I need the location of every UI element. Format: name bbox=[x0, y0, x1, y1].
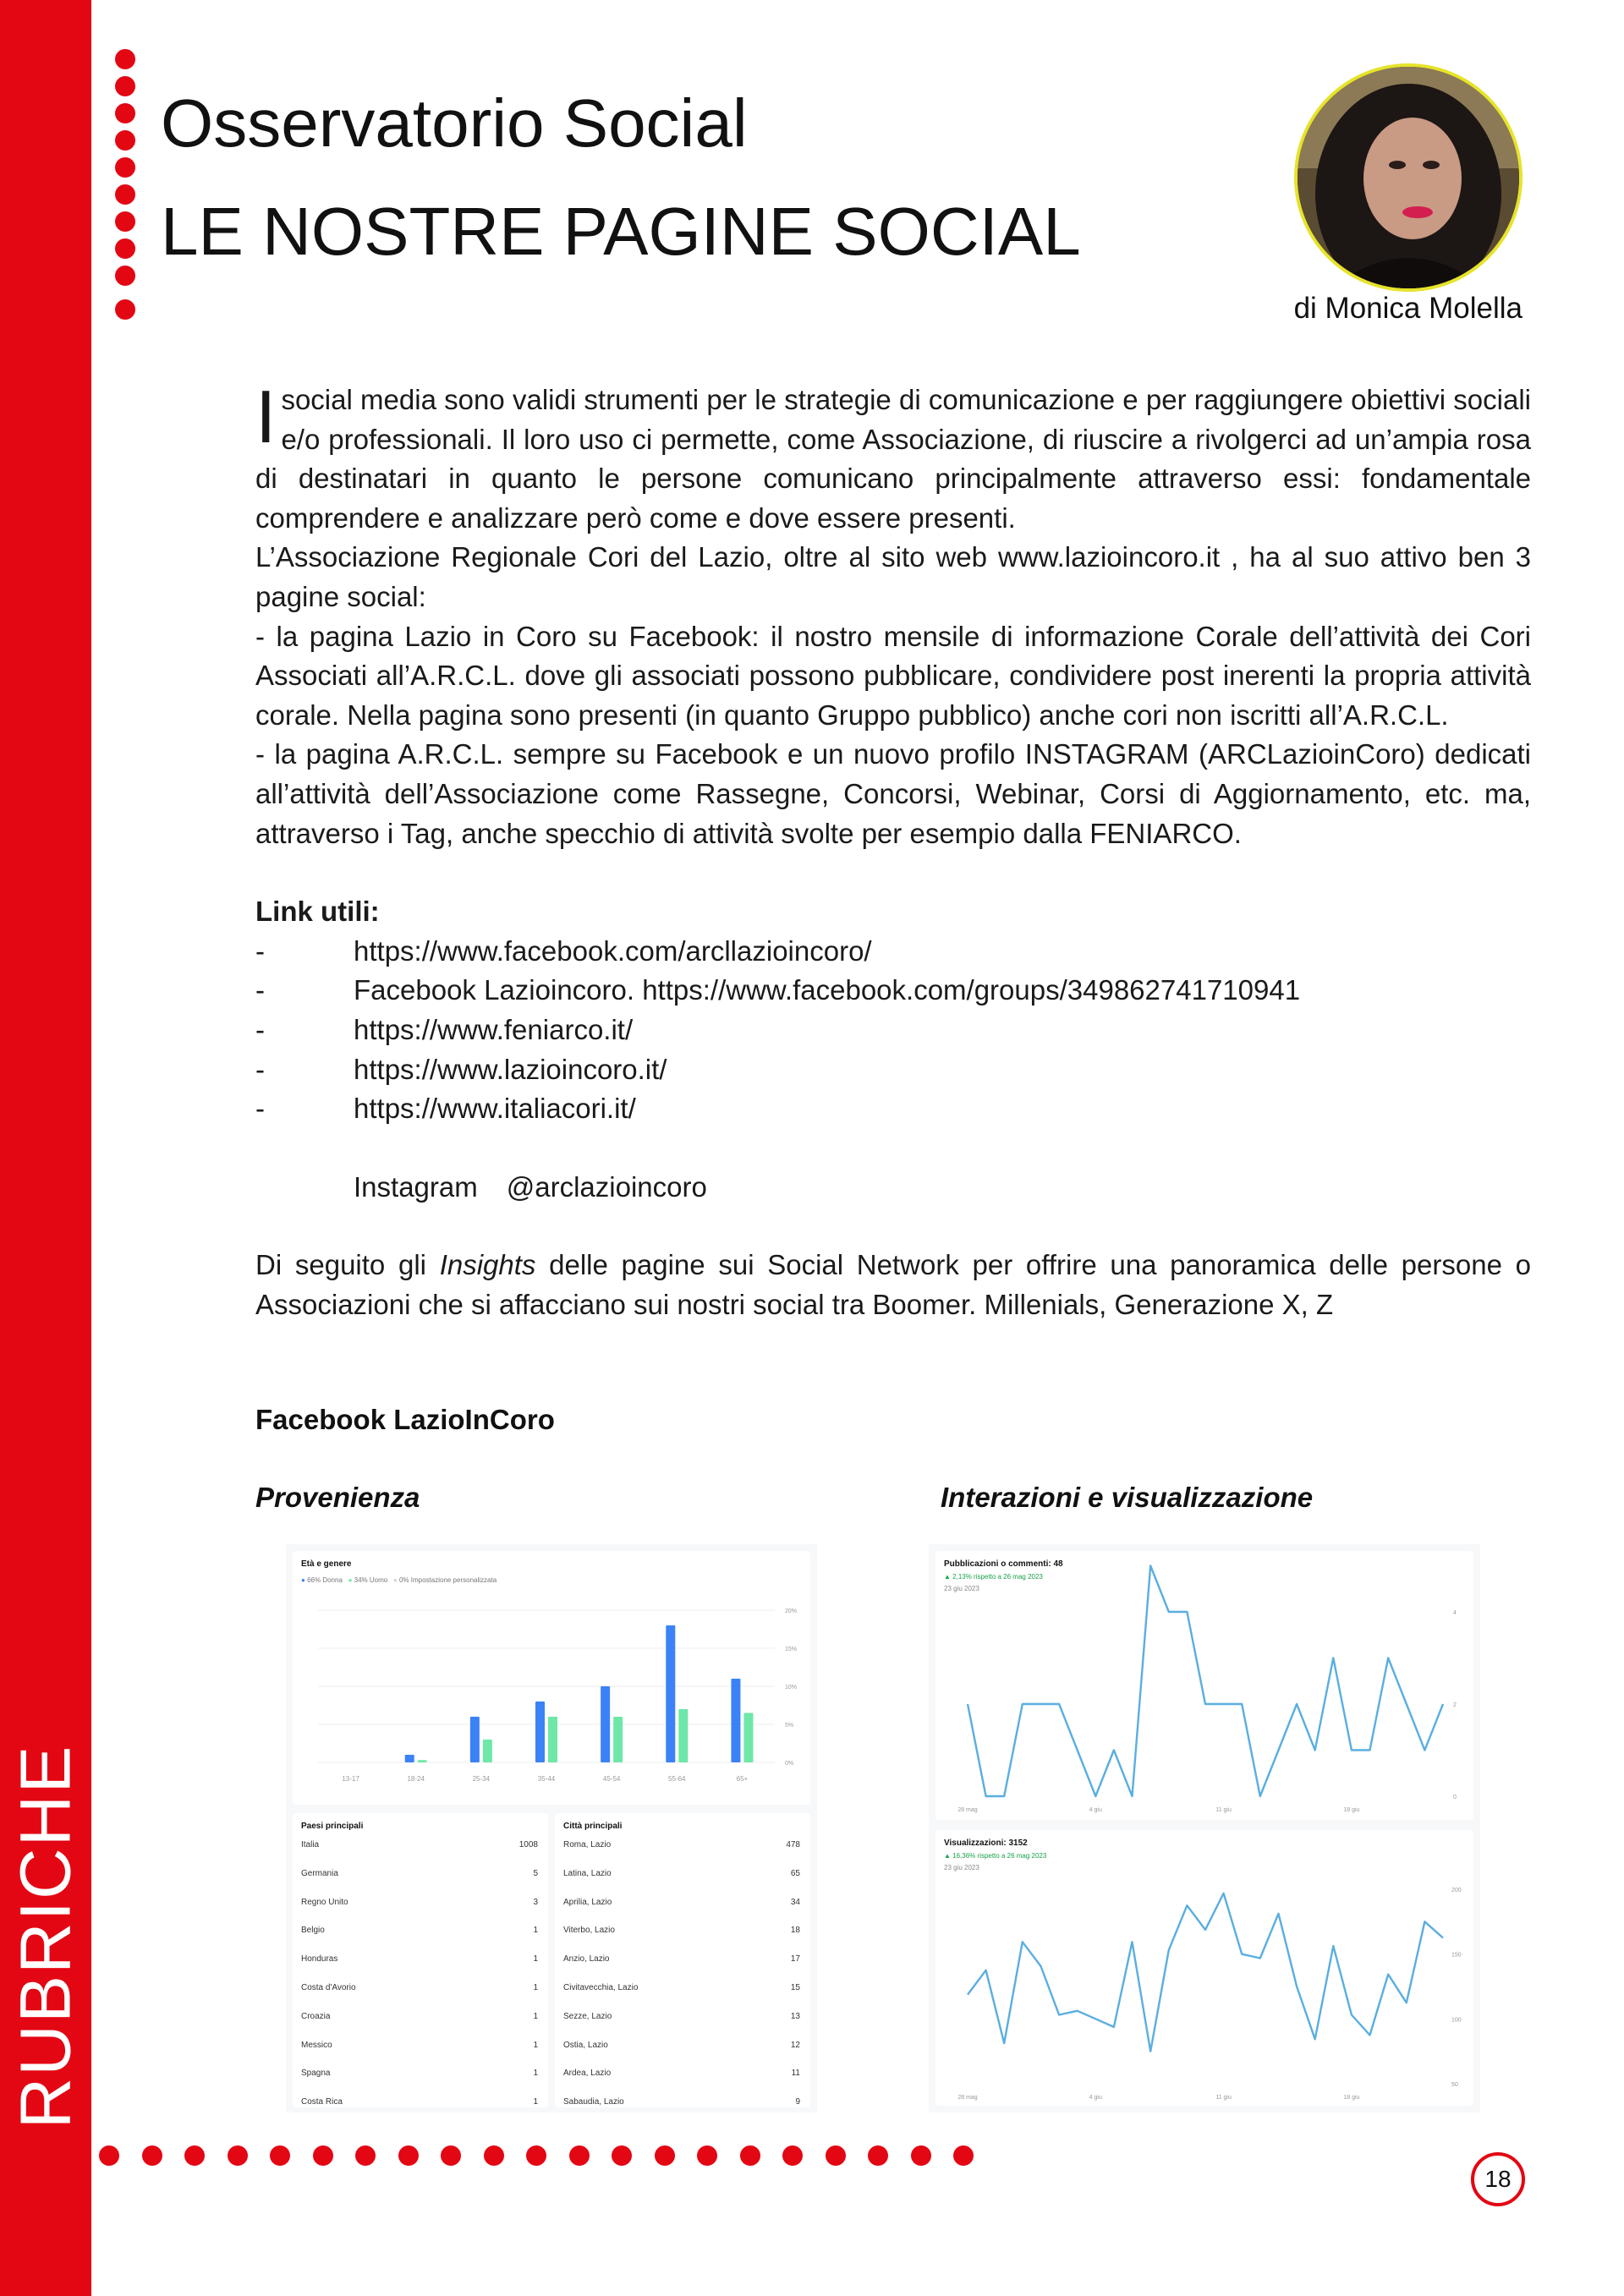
table-cell-name: Ostia, Lazio bbox=[563, 2040, 608, 2050]
link-url[interactable]: Facebook Lazioincoro. https://www.facebook.com/groups/349862741710941 bbox=[354, 974, 1301, 1006]
page-title: Osservatorio Social bbox=[161, 85, 748, 161]
page-subtitle: LE NOSTRE PAGINE SOCIAL bbox=[161, 194, 1081, 269]
table-row bbox=[563, 1832, 800, 1860]
dot bbox=[526, 2145, 546, 2166]
page-number: 18 bbox=[1471, 2152, 1525, 2206]
table-row bbox=[563, 1946, 800, 1975]
posts-chart-date: 23 giu 2023 bbox=[944, 1585, 979, 1592]
table-cell-value: 15 bbox=[790, 1983, 800, 1992]
table-cell-value: 478 bbox=[786, 1840, 800, 1849]
instagram-row bbox=[255, 1168, 1531, 1208]
countries-table bbox=[301, 1832, 538, 2107]
dot bbox=[313, 2145, 333, 2166]
bar-uomo bbox=[743, 1713, 753, 1763]
legend-uomo: ● 34% Uomo bbox=[348, 1576, 388, 1584]
posts-chart-title: Pubblicazioni o commenti: 48 bbox=[944, 1559, 1063, 1569]
y-tick-label: 10% bbox=[785, 1685, 798, 1690]
table-cell-value: 11 bbox=[791, 2069, 800, 2079]
x-tick-label: 18 giu bbox=[1343, 1807, 1360, 1813]
y-tick-label: 150 bbox=[1451, 1952, 1462, 1959]
table-cell-value: 1 bbox=[533, 2040, 538, 2050]
series-line bbox=[968, 1566, 1443, 1797]
dot bbox=[115, 299, 135, 320]
table-cell-name: Aprilia, Lazio bbox=[563, 1897, 612, 1907]
table-row bbox=[301, 2032, 538, 2061]
table-cell-name: Belgio bbox=[301, 1926, 325, 1936]
table-cell-value: 1 bbox=[533, 1954, 538, 1964]
table-cell-value: 13 bbox=[790, 2011, 800, 2021]
bar-uomo bbox=[483, 1740, 492, 1762]
bar-uomo bbox=[613, 1717, 623, 1762]
y-tick-label: 15% bbox=[785, 1647, 798, 1652]
insights-emphasis: Insights bbox=[439, 1249, 536, 1281]
author-portrait bbox=[1298, 67, 1519, 288]
link-item: - https://www.lazioincoro.it/ bbox=[255, 1050, 1531, 1090]
x-tick-label: 4 giu bbox=[1089, 2095, 1102, 2101]
table-cell-name: Viterbo, Lazio bbox=[563, 1926, 615, 1936]
paragraph-association: L’Associazione Regionale Cori del Lazio, oltre al sito web www.lazioincoro.it , ha al suo attivo ben 3 pagine social: bbox=[255, 541, 1531, 612]
table-cell-value: 9 bbox=[795, 2097, 800, 2107]
link-url[interactable]: https://www.feniarco.it/ bbox=[354, 1013, 634, 1045]
link-item: - https://www.feniarco.it/ bbox=[255, 1011, 1531, 1050]
views-card bbox=[935, 1830, 1473, 2106]
link-url[interactable]: https://www.italiacori.it/ bbox=[354, 1093, 636, 1125]
paragraph-intro bbox=[255, 375, 1531, 538]
legend-donna: ● 66% Donna bbox=[301, 1576, 343, 1584]
table-cell-name: Regno Unito bbox=[301, 1897, 348, 1907]
link-item: - https://www.italiacori.it/ bbox=[255, 1089, 1531, 1129]
bar-uomo bbox=[418, 1760, 427, 1762]
dot bbox=[115, 184, 135, 205]
paragraph-arcl-page: - la pagina A.R.C.L. sempre su Facebook e un nuovo profilo INSTAGRAM (ARCLazioinCoro) dedicati all’attività dell’Associazione come Rassegne, Concorsi, Webinar, Corsi di Aggiornamento, etc. ma, attraverso i Tag, anche specchio di attività svolte per esempio dalla FENIARCO. bbox=[255, 738, 1531, 849]
bar-donna bbox=[405, 1755, 414, 1762]
table-row bbox=[563, 1975, 800, 2003]
y-tick-label: 2 bbox=[1453, 1702, 1457, 1708]
table-cell-name: Spagna bbox=[301, 2069, 331, 2079]
table-cell-name: Ardea, Lazio bbox=[563, 2069, 612, 2079]
table-cell-value: 17 bbox=[790, 1954, 800, 1964]
dot bbox=[115, 211, 135, 232]
table-cell-name: Sabaudia, Lazio bbox=[563, 2097, 624, 2107]
drop-cap: I bbox=[255, 375, 277, 458]
y-tick-label: 50 bbox=[1451, 2082, 1458, 2088]
instagram-label: Instagram bbox=[354, 1170, 478, 1203]
table-cell-name: Honduras bbox=[301, 1954, 338, 1964]
posts-chart-delta: ▲ 2,13% rispetto a 26 mag 2023 bbox=[944, 1573, 1043, 1581]
dot bbox=[228, 2145, 248, 2166]
dot bbox=[953, 2145, 974, 2166]
dot bbox=[115, 76, 135, 96]
table-row bbox=[301, 1889, 538, 1918]
cities-title: Città principali bbox=[563, 1822, 623, 1831]
y-tick-label: 200 bbox=[1451, 1888, 1462, 1893]
table-cell-name: Costa Rica bbox=[301, 2097, 343, 2107]
table-row bbox=[301, 1917, 538, 1946]
countries-title: Paesi principali bbox=[301, 1822, 364, 1831]
age-gender-card bbox=[293, 1551, 810, 1805]
dot bbox=[99, 2145, 119, 2166]
x-tick-label: 11 giu bbox=[1215, 1807, 1232, 1813]
y-tick-label: 0 bbox=[1453, 1795, 1457, 1800]
dot bbox=[569, 2145, 590, 2166]
paragraph-facebook-page: - la pagina Lazio in Coro su Facebook: il nostro mensile di informazione Corale dell’attività dei Cori Associati all’A.R.C.L. dove gli associati possono pubblicare, condividere post inerenti la propria attività corale. Nella pagina sono presenti (in quanto Gruppo pubblico) anche cori non iscritti all’A.R.C.L. bbox=[255, 620, 1531, 731]
table-row bbox=[563, 2003, 800, 2032]
dot bbox=[484, 2145, 504, 2166]
section-heading: Facebook LazioInCoro bbox=[255, 1404, 555, 1435]
posts-card bbox=[935, 1551, 1473, 1820]
dot bbox=[782, 2145, 803, 2166]
table-cell-name: Roma, Lazio bbox=[563, 1840, 612, 1849]
x-tick-label: 18-24 bbox=[407, 1775, 425, 1783]
table-row bbox=[563, 1889, 800, 1918]
dot bbox=[115, 49, 135, 69]
author-avatar bbox=[1294, 63, 1522, 292]
dot bbox=[398, 2145, 419, 2166]
insights-interactions-panel bbox=[929, 1544, 1480, 2112]
x-tick-label: 13-17 bbox=[342, 1775, 359, 1783]
cities-card bbox=[555, 1813, 810, 2107]
dot bbox=[911, 2145, 931, 2166]
section-label: RUBRICHE bbox=[5, 1744, 85, 2129]
table-row bbox=[563, 2089, 800, 2118]
link-item: - https://www.facebook.com/arcllazioincoro/ bbox=[255, 932, 1531, 972]
x-tick-label: 11 giu bbox=[1215, 2095, 1232, 2101]
article-body bbox=[255, 375, 1531, 1324]
dot bbox=[115, 157, 135, 178]
table-row bbox=[301, 2003, 538, 2032]
bar-donna bbox=[470, 1717, 480, 1762]
right-caption: Interazioni e visualizzazione bbox=[941, 1482, 1314, 1513]
dot bbox=[441, 2145, 461, 2166]
table-row bbox=[301, 1860, 538, 1889]
y-tick-label: 4 bbox=[1453, 1610, 1457, 1616]
table-cell-name: Costa d'Avorio bbox=[301, 1983, 356, 1992]
bar-donna bbox=[731, 1679, 740, 1762]
table-cell-value: 1 bbox=[533, 2097, 538, 2107]
bar-uomo bbox=[678, 1709, 688, 1762]
x-tick-label: 28 mag bbox=[957, 2095, 978, 2101]
dot bbox=[612, 2145, 632, 2166]
table-row bbox=[563, 1860, 800, 1889]
table-cell-name: Italia bbox=[301, 1840, 320, 1849]
x-tick-label: 65+ bbox=[736, 1775, 749, 1783]
table-row bbox=[301, 2060, 538, 2089]
dot bbox=[115, 130, 135, 151]
table-cell-name: Anzio, Lazio bbox=[563, 1954, 610, 1964]
paragraph-intro-text: social media sono validi strumenti per le strategie di comunicazione e per raggiungere obiettivi sociali e/o professionali. Il loro uso ci permette, come Associazione, di riuscire a rivolgerci ad un’ampia rosa di destinatari in quanto le persone comunicano principalmente attraverso essi: fondamentale comprendere e analizzare però come e dove essere presenti. bbox=[255, 384, 1531, 534]
table-cell-value: 3 bbox=[533, 1897, 538, 1907]
table-cell-name: Sezze, Lazio bbox=[563, 2011, 612, 2021]
link-item: - Facebook Lazioincoro. https://www.facebook.com/groups/349862741710941 bbox=[255, 971, 1531, 1011]
bar-donna bbox=[535, 1701, 545, 1762]
table-row bbox=[563, 2060, 800, 2089]
table-cell-value: 1 bbox=[533, 2011, 538, 2021]
legend-other: ● 0% Impostazione personalizzata bbox=[392, 1576, 497, 1584]
instagram-handle[interactable]: @arclazioincoro bbox=[506, 1170, 707, 1203]
views-chart-delta: ▲ 16,36% rispetto a 26 mag 2023 bbox=[944, 1852, 1047, 1860]
bar-donna bbox=[601, 1686, 610, 1762]
x-tick-label: 4 giu bbox=[1089, 1807, 1102, 1813]
table-row bbox=[301, 2089, 538, 2118]
views-chart-title: Visualizzazioni: 3152 bbox=[944, 1838, 1028, 1848]
y-tick-label: 100 bbox=[1451, 2017, 1462, 2024]
table-cell-value: 12 bbox=[790, 2040, 800, 2050]
table-cell-value: 34 bbox=[790, 1897, 800, 1907]
table-cell-name: Civitavecchia, Lazio bbox=[563, 1983, 639, 1992]
dot bbox=[655, 2145, 675, 2166]
dot bbox=[115, 103, 135, 123]
bar-donna bbox=[666, 1625, 675, 1762]
table-cell-value: 65 bbox=[790, 1868, 800, 1878]
table-cell-value: 1 bbox=[533, 2069, 538, 2079]
countries-card bbox=[293, 1813, 548, 2107]
table-row bbox=[563, 2032, 800, 2061]
dot bbox=[697, 2145, 717, 2166]
dot bbox=[740, 2145, 760, 2166]
dot bbox=[868, 2145, 888, 2166]
views-chart-date: 23 giu 2023 bbox=[944, 1864, 979, 1871]
table-cell-value: 1 bbox=[533, 1926, 538, 1936]
dot bbox=[184, 2145, 205, 2166]
table-row bbox=[301, 1975, 538, 2003]
left-caption: Provenienza bbox=[255, 1482, 420, 1513]
dot bbox=[270, 2145, 290, 2166]
age-gender-chart bbox=[293, 1551, 810, 1805]
section-label-container bbox=[3, 1725, 88, 2148]
y-tick-label: 0% bbox=[785, 1761, 794, 1767]
age-chart-title: Età e genere bbox=[301, 1559, 352, 1569]
y-tick-label: 5% bbox=[785, 1723, 794, 1729]
table-cell-value: 1008 bbox=[518, 1840, 538, 1849]
table-cell-value: 5 bbox=[533, 1868, 538, 1878]
table-row bbox=[301, 1832, 538, 1860]
dot bbox=[142, 2145, 162, 2166]
table-cell-name: Germania bbox=[301, 1868, 338, 1878]
x-tick-label: 35-44 bbox=[537, 1775, 556, 1783]
table-cell-name: Latina, Lazio bbox=[563, 1868, 612, 1878]
table-row bbox=[301, 1946, 538, 1975]
series-line bbox=[968, 1893, 1443, 2052]
links-heading: Link utili: bbox=[255, 896, 380, 928]
author-byline: di Monica Molella bbox=[1293, 292, 1522, 325]
x-tick-label: 28 mag bbox=[957, 1807, 978, 1813]
posts-line-chart bbox=[935, 1551, 1473, 1820]
cities-table bbox=[563, 1832, 800, 2107]
x-tick-label: 25-34 bbox=[472, 1775, 491, 1783]
table-row bbox=[563, 1917, 800, 1946]
dot bbox=[115, 238, 135, 259]
y-tick-label: 20% bbox=[785, 1608, 798, 1614]
x-tick-label: 55-64 bbox=[668, 1775, 686, 1783]
x-tick-label: 45-54 bbox=[602, 1775, 621, 1783]
bar-uomo bbox=[548, 1717, 557, 1762]
dot bbox=[115, 266, 135, 286]
links-list bbox=[255, 932, 1531, 1129]
table-cell-value: 1 bbox=[533, 1983, 538, 1992]
table-cell-value: 18 bbox=[790, 1926, 800, 1936]
link-url[interactable]: https://www.lazioincoro.it/ bbox=[354, 1053, 667, 1085]
link-url[interactable]: https://www.facebook.com/arcllazioincoro/ bbox=[354, 934, 872, 967]
table-cell-name: Croazia bbox=[301, 2011, 331, 2021]
views-line-chart bbox=[935, 1830, 1473, 2106]
table-cell-name: Messico bbox=[301, 2040, 332, 2050]
dot bbox=[826, 2145, 846, 2166]
insights-audience-panel bbox=[286, 1544, 817, 2112]
dot bbox=[355, 2145, 376, 2166]
x-tick-label: 18 giu bbox=[1343, 2095, 1360, 2101]
paragraph-insights: Di seguito gli Insights delle pagine sui Social Network per offrire una panoramica delle persone o Associazioni che si affacciano sui nostri social tra Boomer. Millenials, Generazione X, Z bbox=[255, 1249, 1531, 1320]
